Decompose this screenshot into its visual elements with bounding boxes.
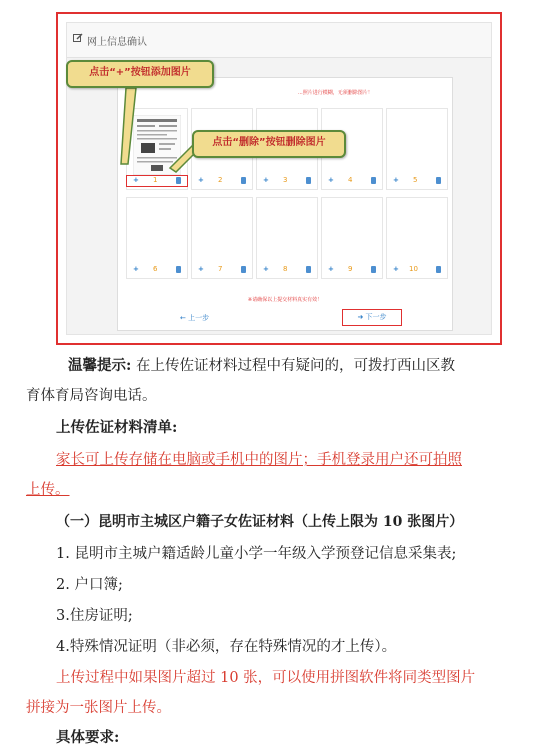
add-image-button[interactable]: + xyxy=(133,176,139,184)
delete-icon[interactable] xyxy=(306,177,311,184)
tip-text-2: 育体育局咨询电话。 xyxy=(26,388,157,404)
list-item: 1. 昆明市主城户籍适龄儿童小学一年级入学预登记信息采集表; xyxy=(56,546,457,562)
bottom-warning: ※请确保以上提交材料真实有效！ xyxy=(247,297,323,303)
upload-area xyxy=(117,77,453,331)
slot-number: 4 xyxy=(348,176,353,184)
image-slot[interactable] xyxy=(126,108,188,190)
image-slot[interactable] xyxy=(126,197,188,279)
red-note-2: 上传。 xyxy=(26,482,70,498)
delete-icon[interactable] xyxy=(241,177,246,184)
prev-step-button[interactable]: ← 上一步 xyxy=(180,314,210,322)
delete-icon[interactable] xyxy=(306,266,311,273)
panel-header xyxy=(67,23,491,58)
delete-icon[interactable] xyxy=(436,177,441,184)
image-slot[interactable] xyxy=(386,197,448,279)
red-note2-2: 拼接为一张图片上传。 xyxy=(26,700,171,716)
add-image-button[interactable]: + xyxy=(393,265,399,273)
tip-line-1 xyxy=(26,356,526,376)
slot-number: 9 xyxy=(348,265,353,273)
section-title: （一）昆明市主城区户籍子女佐证材料（上传上限为 10 张图片） xyxy=(56,514,464,530)
delete-icon[interactable] xyxy=(371,177,376,184)
add-image-button[interactable]: + xyxy=(198,176,204,184)
image-slot[interactable] xyxy=(386,108,448,190)
red-note2-1: 上传过程中如果图片超过 10 张，可以使用拼图软件将同类型图片 xyxy=(56,670,476,686)
slot-number: 8 xyxy=(283,265,288,273)
requirements-title: 具体要求: xyxy=(56,729,120,746)
image-slot[interactable] xyxy=(321,197,383,279)
tip-text-1: 在上传佐证材料过程中有疑问的，可拨打西山区教 xyxy=(135,358,455,374)
edit-icon xyxy=(73,33,83,43)
tip-label: 温馨提示: xyxy=(68,357,132,374)
add-image-button[interactable]: + xyxy=(263,265,269,273)
list-item: 3.住房证明; xyxy=(56,608,133,624)
slot-number: 7 xyxy=(218,265,223,273)
delete-icon[interactable] xyxy=(436,266,441,273)
slot-number: 1 xyxy=(153,176,158,184)
slot-controls xyxy=(127,176,187,186)
screenshot-figure xyxy=(56,12,502,345)
image-slot[interactable] xyxy=(256,197,318,279)
add-image-button[interactable]: + xyxy=(328,176,334,184)
delete-icon[interactable] xyxy=(241,266,246,273)
top-warning: ...照片进行模糊，无须删除图片！ xyxy=(298,90,373,96)
add-image-button[interactable]: + xyxy=(328,265,334,273)
slot-number: 10 xyxy=(409,265,418,273)
add-image-button[interactable]: + xyxy=(263,176,269,184)
image-slot[interactable] xyxy=(191,197,253,279)
add-image-callout: 点击“+”按钮添加图片 xyxy=(66,60,214,88)
slot-number: 5 xyxy=(413,176,418,184)
delete-icon[interactable] xyxy=(176,177,181,184)
list-item: 2. 户口簿; xyxy=(56,577,123,593)
add-image-button[interactable]: + xyxy=(198,265,204,273)
add-image-button[interactable]: + xyxy=(133,265,139,273)
red-note-1: 家长可上传存储在电脑或手机中的图片；手机登录用户还可拍照 xyxy=(56,452,462,468)
delete-icon[interactable] xyxy=(176,266,181,273)
add-image-button[interactable]: + xyxy=(393,176,399,184)
uploaded-image-thumbnail xyxy=(133,115,181,175)
slot-number: 2 xyxy=(218,176,223,184)
list-item: 4.特殊情况证明（非必须，存在特殊情况的才上传）。 xyxy=(56,639,397,655)
panel-title: 网上信息确认 xyxy=(87,37,147,48)
slot-number: 3 xyxy=(283,176,288,184)
next-step-button[interactable]: ➜ 下一步 xyxy=(342,309,402,326)
slot-number: 6 xyxy=(153,265,158,273)
delete-icon[interactable] xyxy=(371,266,376,273)
list-title: 上传佐证材料清单: xyxy=(56,419,178,436)
delete-image-callout: 点击“删除”按钮删除图片 xyxy=(192,130,346,158)
